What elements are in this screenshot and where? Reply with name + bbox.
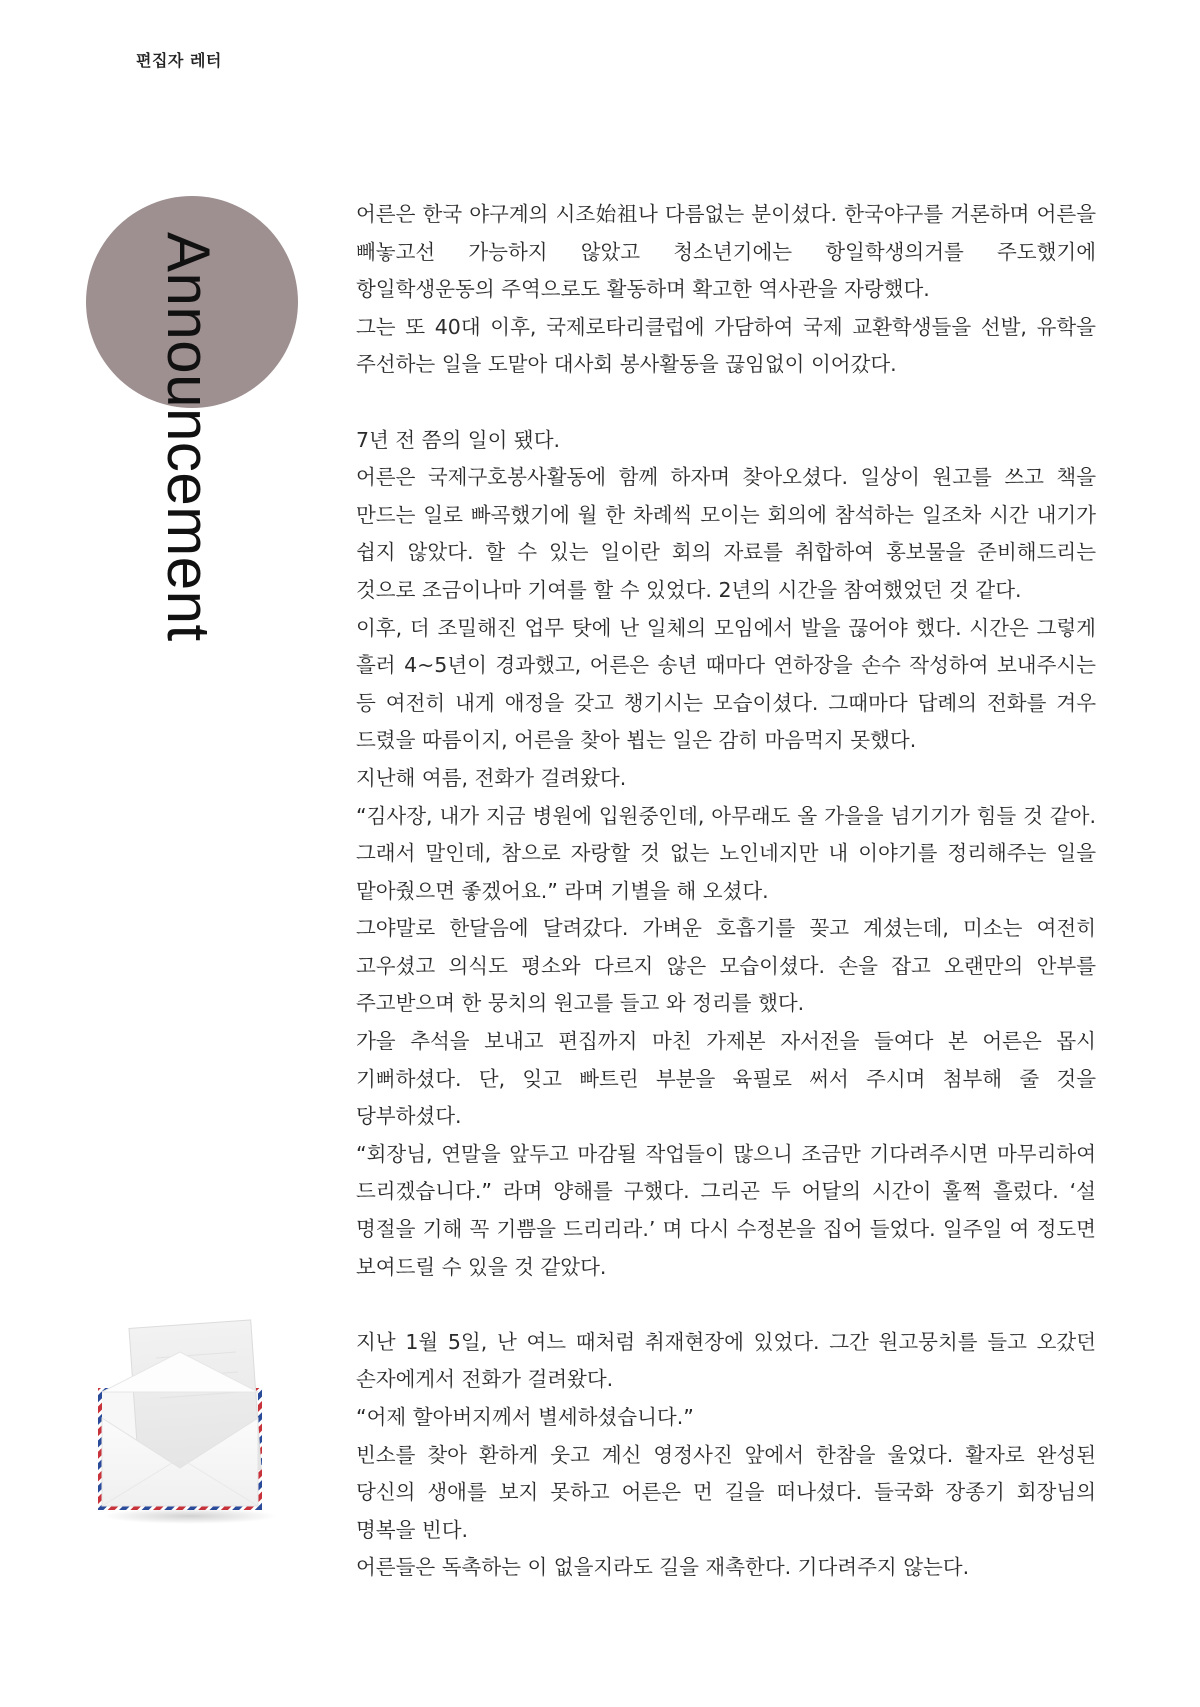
envelope-icon	[96, 1318, 276, 1518]
section-label: 편집자 레터	[136, 51, 222, 70]
badge-vertical-word: Announcement	[155, 232, 222, 642]
paragraph: 그야말로 한달음에 달려갔다. 가벼운 호흡기를 꽂고 계셨는데, 미소는 여전히 고우셨고 의식도 평소와 다르지 않은 모습이셨다. 손을 잡고 오랜만의 안부를 주고받으며 한 뭉치의 원고를 들고 와 정리를 했다.	[356, 916, 1096, 1016]
paragraph: 지난해 여름, 전화가 걸려왔다.	[356, 765, 627, 790]
paragraph: 빈소를 찾아 환하게 웃고 계신 영정사진 앞에서 한참을 울었다. 활자로 완성된 당신의 생애를 보지 못하고 어른은 먼 길을 떠나셨다. 들국화 장종기 회장님의 명복을 빈다.	[356, 1442, 1096, 1542]
article-body	[356, 196, 1096, 1587]
airmail-envelope-image	[96, 1318, 276, 1526]
paragraph: 지난 1월 5일, 난 여느 때처럼 취재현장에 있었다. 그간 원고뭉치를 들고 오갔던 손자에게서 전화가 걸려왔다.	[356, 1329, 1096, 1392]
paragraph: “회장님, 연말을 앞두고 마감될 작업들이 많으니 조금만 기다려주시면 마무리하여 드리겠습니다.” 라며 양해를 구했다. 그리곤 두 어달의 시간이 훌쩍 흘렀다. ‘설 명절을 기해 꼭 기쁨을 드리리라.’ 며 다시 수정본을 집어 들었다. 일주일 여 정도면 보여드릴 수 있을 것 같았다.	[356, 1141, 1096, 1279]
envelope-shadow	[102, 1508, 278, 1524]
paragraph: 7년 전 쯤의 일이 됐다.	[356, 427, 561, 452]
paragraph: 가을 추석을 보내고 편집까지 마친 가제본 자서전을 들여다 본 어른은 몹시 기뻐하셨다. 단, 잊고 빠트린 부분을 육필로 써서 주시며 첨부해 줄 것을 당부하셨다.	[356, 1029, 1096, 1129]
paragraph: 어른은 국제구호봉사활동에 함께 하자며 찾아오셨다. 일상이 원고를 쓰고 책을 만드는 일로 빠곡했기에 월 한 차례씩 모이는 회의에 참석하는 일조차 시간 내기가 쉽지 않았다. 할 수 있는 일이란 회의 자료를 취합하여 홍보물을 준비해드리는 것으로 조금이나마 기여를 할 수 있었다. 2년의 시간을 참여했었던 것 같다.	[356, 465, 1096, 602]
paragraph: 이후, 더 조밀해진 업무 탓에 난 일체의 모임에서 발을 끊어야 했다. 시간은 그렇게 흘러 4~5년이 경과했고, 어른은 송년 때마다 연하장을 손수 작성하여 보내주시는 등 여전히 내게 애정을 갖고 챙기시는 모습이셨다. 그때마다 답례의 전화를 겨우 드렸을 따름이지, 어른을 찾아 뵙는 일은 감히 마음먹지 못했다.	[356, 615, 1096, 753]
paragraph: 어른은 한국 야구계의 시조始祖나 다름없는 분이셨다. 한국야구를 거론하며 어른을 빼놓고선 가능하지 않았고 청소년기에는 항일학생의거를 주도했기에 항일학생운동의 주역으로도 활동하며 확고한 역사관을 자랑했다.	[356, 202, 1096, 302]
paragraph: 어른들은 독촉하는 이 없을지라도 길을 재촉한다. 기다려주지 않는다.	[356, 1555, 970, 1580]
paragraph: “김사장, 내가 지금 병원에 입원중인데, 아무래도 올 가을을 넘기기가 힘들 것 같아. 그래서 말인데, 참으로 자랑할 것 없는 노인네지만 내 이야기를 정리해주는 일을 맡아줬으면 좋겠어요.” 라며 기별을 해 오셨다.	[356, 803, 1096, 903]
paragraph: 그는 또 40대 이후, 국제로타리클럽에 가담하여 국제 교환학생들을 선발, 유학을 주선하는 일을 도맡아 대사회 봉사활동을 끊임없이 이어갔다.	[356, 314, 1096, 377]
paragraph: “어제 할아버지께서 별세하셨습니다.”	[356, 1405, 694, 1429]
